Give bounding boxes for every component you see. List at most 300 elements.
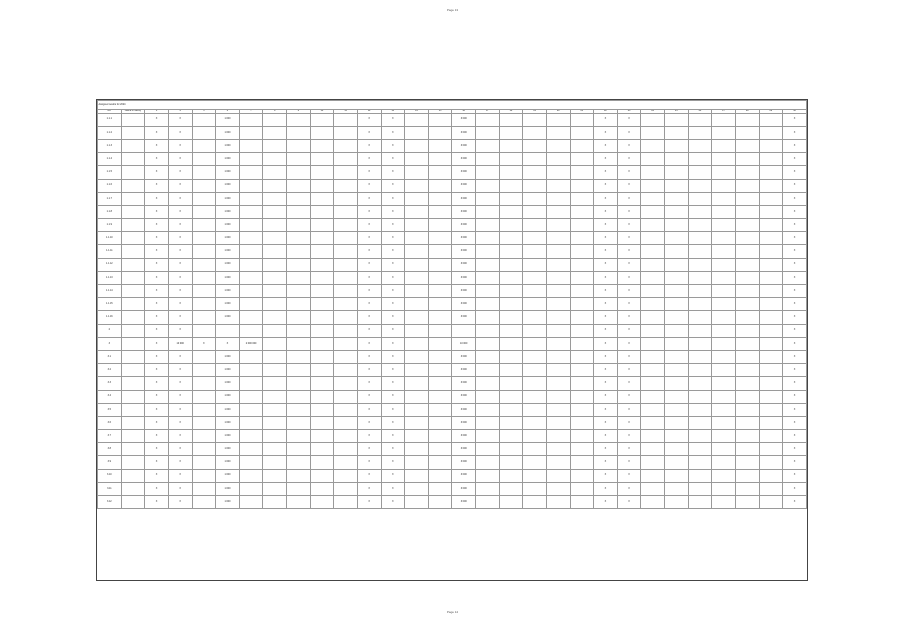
cell-value <box>310 179 334 192</box>
cell-value: X <box>381 126 405 139</box>
header-col-num: 17 <box>476 110 500 114</box>
cell-value: X <box>381 311 405 324</box>
cell-value <box>263 337 287 350</box>
cell-value <box>192 430 216 443</box>
cell-value: X <box>594 285 618 298</box>
cell-value <box>712 496 736 509</box>
cell-value <box>759 311 783 324</box>
cell-value <box>263 205 287 218</box>
cell-value <box>287 166 311 179</box>
cell-value: X <box>168 482 192 495</box>
row-number: 3.12 <box>98 496 122 509</box>
cell-value <box>428 337 452 350</box>
cell-value <box>239 285 263 298</box>
header-col-num: 7 <box>239 110 263 114</box>
cell-value: X <box>145 377 169 390</box>
cell-value <box>334 271 358 284</box>
cell-value <box>476 377 500 390</box>
cell-value <box>641 469 665 482</box>
cell-value: X <box>381 258 405 271</box>
cell-value <box>523 430 547 443</box>
cell-value <box>759 416 783 429</box>
cell-value <box>310 469 334 482</box>
cell-value <box>310 205 334 218</box>
cell-value <box>688 232 712 245</box>
cell-value <box>735 350 759 363</box>
cell-value <box>239 113 263 126</box>
header-col-num: 22 <box>594 110 618 114</box>
table-row <box>98 219 807 232</box>
cell-value <box>712 219 736 232</box>
cell-value: X <box>783 482 807 495</box>
cell-value: 3 000 <box>452 245 476 258</box>
cell-value <box>405 245 429 258</box>
cell-value: 1 000 <box>216 139 240 152</box>
cell-value <box>523 416 547 429</box>
cell-value <box>712 456 736 469</box>
cell-value <box>239 456 263 469</box>
cell-value <box>546 126 570 139</box>
cell-value: 3 000 <box>452 285 476 298</box>
cell-value <box>735 456 759 469</box>
row-number: 1.1.10 <box>98 232 122 245</box>
cell-value: 3 000 <box>452 350 476 363</box>
cell-value <box>665 219 689 232</box>
header-col-num: 5 <box>192 110 216 114</box>
cell-value: X <box>168 443 192 456</box>
cell-value <box>712 285 736 298</box>
cell-value: X <box>381 469 405 482</box>
cell-value <box>641 337 665 350</box>
cell-value <box>334 324 358 337</box>
cell-value <box>192 219 216 232</box>
cell-value <box>428 232 452 245</box>
cell-value <box>712 179 736 192</box>
cell-value <box>287 126 311 139</box>
row-name <box>121 430 145 443</box>
cell-value <box>546 364 570 377</box>
cell-value <box>334 153 358 166</box>
cell-value <box>287 271 311 284</box>
cell-value <box>523 311 547 324</box>
row-name <box>121 350 145 363</box>
cell-value <box>570 350 594 363</box>
cell-value <box>570 443 594 456</box>
cell-value: X <box>145 205 169 218</box>
cell-value: X <box>783 337 807 350</box>
cell-value <box>263 456 287 469</box>
cell-value: X <box>168 350 192 363</box>
cell-value <box>665 390 689 403</box>
cell-value <box>735 364 759 377</box>
cell-value <box>310 377 334 390</box>
cell-value <box>523 285 547 298</box>
cell-value: X <box>381 271 405 284</box>
cell-value: X <box>357 416 381 429</box>
cell-value <box>428 469 452 482</box>
cell-value <box>641 298 665 311</box>
cell-value <box>759 298 783 311</box>
cell-value <box>523 298 547 311</box>
cell-value <box>570 298 594 311</box>
cell-value <box>428 126 452 139</box>
cell-value <box>405 139 429 152</box>
cell-value: 3 000 <box>452 126 476 139</box>
cell-value <box>570 496 594 509</box>
cell-value <box>428 482 452 495</box>
cell-value <box>263 469 287 482</box>
header-col-num: 30 <box>783 110 807 114</box>
cell-value <box>735 443 759 456</box>
cell-value <box>641 166 665 179</box>
cell-value <box>712 416 736 429</box>
cell-value: X <box>783 126 807 139</box>
cell-value <box>688 126 712 139</box>
cell-value <box>192 496 216 509</box>
cell-value: X <box>168 271 192 284</box>
cell-value <box>287 390 311 403</box>
header-col-num: 21 <box>570 110 594 114</box>
cell-value <box>499 350 523 363</box>
cell-value <box>759 285 783 298</box>
cell-value: 3 000 <box>452 153 476 166</box>
cell-value: X <box>594 456 618 469</box>
cell-value: X <box>168 456 192 469</box>
cell-value <box>641 285 665 298</box>
cell-value <box>499 456 523 469</box>
cell-value <box>287 311 311 324</box>
cell-value <box>239 496 263 509</box>
cell-value: X <box>357 245 381 258</box>
cell-value: X <box>594 403 618 416</box>
cell-value <box>759 403 783 416</box>
cell-value: 1 000 <box>216 311 240 324</box>
cell-value <box>523 139 547 152</box>
cell-value <box>759 377 783 390</box>
cell-value <box>735 285 759 298</box>
cell-value: 1 000 <box>216 456 240 469</box>
cell-value <box>239 403 263 416</box>
cell-value <box>735 205 759 218</box>
cell-value: X <box>357 364 381 377</box>
cell-value <box>428 390 452 403</box>
cell-value: X <box>594 153 618 166</box>
row-number: 1.1.4 <box>98 153 122 166</box>
cell-value <box>665 337 689 350</box>
cell-value: X <box>617 364 641 377</box>
cell-value: X <box>357 469 381 482</box>
cell-value: X <box>783 258 807 271</box>
cell-value <box>523 113 547 126</box>
cell-value <box>499 232 523 245</box>
cell-value <box>310 285 334 298</box>
cell-value <box>310 430 334 443</box>
cell-value <box>759 324 783 337</box>
cell-value: 2 000 000 <box>239 337 263 350</box>
cell-value: X <box>357 496 381 509</box>
cell-value: X <box>594 350 618 363</box>
row-number: 3.3 <box>98 377 122 390</box>
cell-value <box>759 139 783 152</box>
cell-value: X <box>381 377 405 390</box>
cell-value <box>712 205 736 218</box>
cell-value <box>688 258 712 271</box>
table-caption: Assigned results for 2024 <box>98 101 807 110</box>
cell-value <box>476 416 500 429</box>
cell-value <box>499 298 523 311</box>
cell-value <box>759 126 783 139</box>
cell-value <box>428 403 452 416</box>
cell-value <box>287 364 311 377</box>
header-col-num: 13 <box>381 110 405 114</box>
cell-value <box>310 496 334 509</box>
cell-value <box>499 377 523 390</box>
cell-value: X <box>145 139 169 152</box>
cell-value <box>287 205 311 218</box>
cell-value: X <box>168 416 192 429</box>
cell-value: X <box>594 337 618 350</box>
cell-value: X <box>594 166 618 179</box>
row-name <box>121 324 145 337</box>
cell-value <box>334 337 358 350</box>
cell-value <box>735 496 759 509</box>
cell-value <box>688 377 712 390</box>
cell-value <box>735 219 759 232</box>
cell-value: 1 000 <box>216 166 240 179</box>
cell-value: X <box>617 298 641 311</box>
cell-value <box>192 443 216 456</box>
row-name <box>121 416 145 429</box>
header-col-num: 23 <box>617 110 641 114</box>
cell-value <box>476 245 500 258</box>
cell-value: X <box>168 430 192 443</box>
cell-value <box>523 456 547 469</box>
cell-value <box>688 285 712 298</box>
cell-value <box>476 443 500 456</box>
table-row <box>98 416 807 429</box>
cell-value: X <box>145 337 169 350</box>
data-table <box>97 100 807 509</box>
cell-value <box>499 469 523 482</box>
table-row <box>98 258 807 271</box>
cell-value: X <box>145 245 169 258</box>
cell-value <box>688 469 712 482</box>
cell-value <box>476 350 500 363</box>
page-footer: Page 14 <box>446 610 459 614</box>
header-col-num: 9 <box>287 110 311 114</box>
cell-value <box>688 403 712 416</box>
cell-value <box>239 245 263 258</box>
cell-value <box>428 456 452 469</box>
cell-value <box>287 139 311 152</box>
cell-value <box>239 192 263 205</box>
cell-value <box>712 403 736 416</box>
cell-value <box>499 126 523 139</box>
cell-value: X <box>145 271 169 284</box>
row-number: 3.1 <box>98 350 122 363</box>
cell-value <box>570 245 594 258</box>
cell-value <box>287 285 311 298</box>
cell-value <box>405 153 429 166</box>
cell-value <box>665 482 689 495</box>
cell-value <box>216 324 240 337</box>
cell-value <box>570 456 594 469</box>
cell-value <box>641 403 665 416</box>
cell-value <box>263 403 287 416</box>
cell-value <box>546 258 570 271</box>
cell-value <box>712 232 736 245</box>
cell-value <box>570 113 594 126</box>
cell-value: X <box>357 443 381 456</box>
table-row <box>98 113 807 126</box>
cell-value <box>192 192 216 205</box>
cell-value: X <box>357 337 381 350</box>
cell-value <box>570 390 594 403</box>
cell-value <box>334 390 358 403</box>
cell-value: X <box>168 403 192 416</box>
row-name <box>121 153 145 166</box>
cell-value <box>641 192 665 205</box>
cell-value: 10 000 <box>452 337 476 350</box>
cell-value <box>405 113 429 126</box>
cell-value <box>310 153 334 166</box>
header-col-num: 10 <box>310 110 334 114</box>
cell-value <box>310 113 334 126</box>
cell-value: X <box>145 482 169 495</box>
cell-value: 1 000 <box>216 403 240 416</box>
cell-value: X <box>145 430 169 443</box>
cell-value <box>546 403 570 416</box>
cell-value: X <box>617 482 641 495</box>
cell-value <box>334 232 358 245</box>
cell-value: X <box>145 324 169 337</box>
cell-value <box>665 166 689 179</box>
cell-value: X <box>594 469 618 482</box>
cell-value: X <box>617 496 641 509</box>
cell-value <box>263 390 287 403</box>
cell-value: X <box>783 271 807 284</box>
cell-value: X <box>145 166 169 179</box>
cell-value: X <box>357 126 381 139</box>
cell-value <box>546 430 570 443</box>
cell-value <box>405 311 429 324</box>
cell-value <box>523 324 547 337</box>
page-header: Page 13 <box>446 8 459 12</box>
cell-value: X <box>594 139 618 152</box>
cell-value <box>712 271 736 284</box>
cell-value <box>759 350 783 363</box>
cell-value: X <box>594 364 618 377</box>
cell-value <box>239 298 263 311</box>
cell-value <box>287 350 311 363</box>
cell-value <box>641 232 665 245</box>
cell-value: X <box>783 153 807 166</box>
cell-value <box>239 126 263 139</box>
table-row <box>98 350 807 363</box>
cell-value <box>287 482 311 495</box>
cell-value <box>688 416 712 429</box>
cell-value <box>310 232 334 245</box>
cell-value: X <box>617 456 641 469</box>
cell-value <box>735 311 759 324</box>
cell-value <box>735 390 759 403</box>
cell-value <box>546 179 570 192</box>
cell-value <box>523 390 547 403</box>
cell-value <box>405 232 429 245</box>
cell-value: X <box>381 245 405 258</box>
cell-value: X <box>168 219 192 232</box>
cell-value <box>759 390 783 403</box>
table-row <box>98 166 807 179</box>
cell-value <box>287 245 311 258</box>
cell-value: X <box>145 456 169 469</box>
cell-value: X <box>594 298 618 311</box>
row-number: 3.6 <box>98 416 122 429</box>
cell-value <box>570 337 594 350</box>
cell-value <box>712 377 736 390</box>
cell-value <box>428 245 452 258</box>
cell-value <box>523 337 547 350</box>
cell-value <box>334 113 358 126</box>
cell-value: 3 000 <box>452 443 476 456</box>
cell-value <box>263 324 287 337</box>
cell-value: X <box>145 443 169 456</box>
cell-value: X <box>381 232 405 245</box>
header-col-num: 27 <box>712 110 736 114</box>
cell-value <box>239 271 263 284</box>
cell-value: 1 000 <box>216 364 240 377</box>
cell-value <box>735 166 759 179</box>
cell-value <box>712 311 736 324</box>
cell-value <box>499 245 523 258</box>
cell-value: 1 000 <box>216 285 240 298</box>
cell-value <box>735 298 759 311</box>
cell-value <box>192 179 216 192</box>
cell-value: 1 000 <box>216 258 240 271</box>
cell-value <box>688 496 712 509</box>
cell-value <box>310 139 334 152</box>
cell-value <box>641 126 665 139</box>
cell-value <box>287 430 311 443</box>
row-name <box>121 245 145 258</box>
cell-value <box>759 258 783 271</box>
cell-value <box>263 285 287 298</box>
cell-value <box>523 350 547 363</box>
cell-value <box>641 205 665 218</box>
cell-value <box>499 205 523 218</box>
cell-value <box>735 430 759 443</box>
cell-value: 1 000 <box>216 298 240 311</box>
cell-value <box>334 126 358 139</box>
cell-value: X <box>168 153 192 166</box>
cell-value: 1 000 <box>216 113 240 126</box>
cell-value <box>452 324 476 337</box>
cell-value <box>192 166 216 179</box>
cell-value: X <box>594 311 618 324</box>
cell-value <box>546 416 570 429</box>
cell-value: X <box>168 298 192 311</box>
header-col-num: 11 <box>334 110 358 114</box>
cell-value: X <box>357 377 381 390</box>
cell-value: X <box>617 139 641 152</box>
cell-value <box>428 166 452 179</box>
cell-value <box>239 430 263 443</box>
cell-value: 1 000 <box>216 245 240 258</box>
cell-value <box>712 430 736 443</box>
cell-value <box>476 456 500 469</box>
cell-value <box>334 496 358 509</box>
cell-value: 1 000 <box>216 496 240 509</box>
